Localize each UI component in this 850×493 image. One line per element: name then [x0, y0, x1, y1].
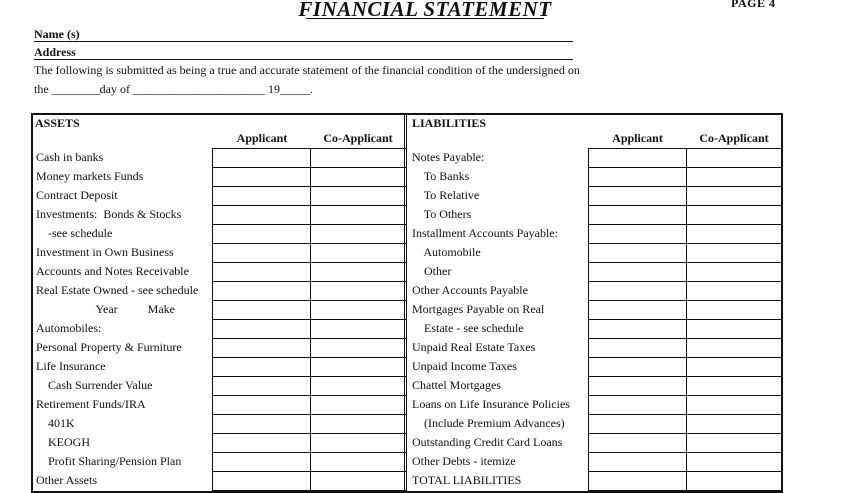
assets-applicant-header: Applicant — [236, 131, 288, 145]
liabilities-applicant-cell[interactable] — [588, 167, 687, 187]
liabilities-row-label: To Relative — [412, 188, 480, 202]
liabilities-coapplicant-cell[interactable] — [686, 357, 783, 377]
liabilities-coapplicant-cell[interactable] — [686, 167, 783, 187]
liabilities-coapplicant-cell[interactable] — [686, 243, 783, 263]
assets-row-label: Investment in Own Business — [36, 245, 174, 259]
assets-coapplicant-cell[interactable] — [310, 319, 407, 339]
name-label: Name (s) — [34, 27, 80, 41]
assets-row-label: KEOGH — [36, 435, 90, 449]
assets-row-label: Life Insurance — [36, 359, 106, 373]
assets-coapplicant-cell[interactable] — [310, 243, 407, 263]
assets-row-label: Cash in banks — [36, 150, 104, 164]
liabilities-applicant-cell[interactable] — [588, 471, 687, 491]
liabilities-applicant-cell[interactable] — [588, 452, 687, 472]
intro-text-line-1: The following is submitted as being a true and accurate statement of the financial condition of the undersigned on — [34, 63, 580, 77]
liabilities-row-label: TOTAL LIABILITIES — [412, 473, 522, 487]
assets-coapplicant-cell[interactable] — [310, 338, 407, 358]
assets-row-label: Cash Surrender Value — [36, 378, 153, 392]
liabilities-coapplicant-cell[interactable] — [686, 471, 783, 491]
liabilities-coapplicant-cell[interactable] — [686, 395, 783, 415]
assets-applicant-cell[interactable] — [212, 357, 311, 377]
assets-coapplicant-cell[interactable] — [310, 433, 407, 453]
liabilities-coapplicant-cell[interactable] — [686, 414, 783, 434]
assets-applicant-cell[interactable] — [212, 395, 311, 415]
assets-row-label: Accounts and Notes Receivable — [36, 264, 189, 278]
assets-applicant-cell[interactable] — [212, 452, 311, 472]
assets-coapplicant-cell[interactable] — [310, 224, 407, 244]
assets-coapplicant-cell[interactable] — [310, 148, 407, 168]
liabilities-row-label: Other Accounts Payable — [412, 283, 528, 297]
liabilities-applicant-cell[interactable] — [588, 300, 687, 320]
assets-applicant-cell[interactable] — [212, 300, 311, 320]
liabilities-coapplicant-cell[interactable] — [686, 262, 783, 282]
page-title: FINANCIAL STATEMENT — [298, 0, 552, 21]
assets-applicant-cell[interactable] — [212, 281, 311, 301]
liabilities-applicant-cell[interactable] — [588, 281, 687, 301]
assets-coapplicant-cell[interactable] — [310, 471, 407, 491]
assets-row-label: Personal Property & Furniture — [36, 340, 182, 354]
liabilities-coapplicant-cell[interactable] — [686, 319, 783, 339]
assets-coapplicant-cell[interactable] — [310, 357, 407, 377]
liabilities-coapplicant-cell[interactable] — [686, 205, 783, 225]
liabilities-applicant-cell[interactable] — [588, 338, 687, 358]
title-underline — [306, 18, 544, 19]
assets-row-label: Contract Deposit — [36, 188, 118, 202]
assets-row-label: -see schedule — [36, 226, 113, 240]
liabilities-coapplicant-cell[interactable] — [686, 433, 783, 453]
liabilities-applicant-cell[interactable] — [588, 243, 687, 263]
assets-row-label: Money markets Funds — [36, 169, 144, 183]
assets-applicant-cell[interactable] — [212, 262, 311, 282]
liabilities-row-label: Automobile — [412, 245, 481, 259]
assets-coapplicant-cell[interactable] — [310, 395, 407, 415]
liabilities-heading: LIABILITIES — [412, 116, 487, 130]
liabilities-row-label: Installment Accounts Payable: — [412, 226, 558, 240]
assets-applicant-cell[interactable] — [212, 319, 311, 339]
assets-coapplicant-header: Co-Applicant — [323, 131, 393, 145]
assets-applicant-cell[interactable] — [212, 205, 311, 225]
liabilities-applicant-cell[interactable] — [588, 205, 687, 225]
liabilities-applicant-cell[interactable] — [588, 224, 687, 244]
liabilities-row-label: Other Debts - itemize — [412, 454, 516, 468]
assets-row-label: Profit Sharing/Pension Plan — [36, 454, 182, 468]
assets-applicant-cell[interactable] — [212, 186, 311, 206]
assets-coapplicant-cell[interactable] — [310, 414, 407, 434]
assets-applicant-cell[interactable] — [212, 376, 311, 396]
assets-coapplicant-cell[interactable] — [310, 262, 407, 282]
liabilities-applicant-cell[interactable] — [588, 376, 687, 396]
liabilities-applicant-cell[interactable] — [588, 357, 687, 377]
address-label: Address — [34, 45, 76, 59]
liabilities-coapplicant-cell[interactable] — [686, 452, 783, 472]
assets-coapplicant-cell[interactable] — [310, 376, 407, 396]
liabilities-applicant-header: Applicant — [612, 131, 663, 145]
assets-applicant-cell[interactable] — [212, 167, 311, 187]
liabilities-coapplicant-cell[interactable] — [686, 338, 783, 358]
name-field[interactable] — [34, 41, 573, 42]
liabilities-applicant-cell[interactable] — [588, 186, 687, 206]
liabilities-coapplicant-cell[interactable] — [686, 281, 783, 301]
liabilities-row-label: To Banks — [412, 169, 470, 183]
liabilities-coapplicant-cell[interactable] — [686, 300, 783, 320]
assets-row-label: Investments: Bonds & Stocks — [36, 207, 182, 221]
assets-applicant-cell[interactable] — [212, 433, 311, 453]
liabilities-applicant-cell[interactable] — [588, 395, 687, 415]
intro-text-line-2: the ________day of ______________________ 19_____. — [34, 82, 313, 96]
liabilities-coapplicant-header: Co-Applicant — [699, 131, 769, 145]
liabilities-row-label: (Include Premium Advances) — [412, 416, 565, 430]
assets-coapplicant-cell[interactable] — [310, 186, 407, 206]
liabilities-applicant-cell[interactable] — [588, 433, 687, 453]
liabilities-applicant-cell[interactable] — [588, 319, 687, 339]
assets-heading: ASSETS — [35, 116, 80, 130]
assets-row-label: Automobiles: — [36, 321, 102, 335]
liabilities-coapplicant-cell[interactable] — [686, 376, 783, 396]
assets-coapplicant-cell[interactable] — [310, 452, 407, 472]
liabilities-applicant-cell[interactable] — [588, 262, 687, 282]
liabilities-row-label: Notes Payable: — [412, 150, 485, 164]
liabilities-row-label: Unpaid Income Taxes — [412, 359, 517, 373]
liabilities-row-label: Chattel Mortgages — [412, 378, 501, 392]
address-field[interactable] — [34, 59, 573, 60]
liabilities-row-label: Estate - see schedule — [412, 321, 524, 335]
assets-coapplicant-cell[interactable] — [310, 167, 407, 187]
liabilities-coapplicant-cell[interactable] — [686, 148, 783, 168]
assets-row-label: Year Make — [36, 302, 175, 316]
liabilities-applicant-cell[interactable] — [588, 148, 687, 168]
liabilities-row-label: Mortgages Payable on Real — [412, 302, 545, 316]
assets-applicant-cell[interactable] — [212, 338, 311, 358]
assets-applicant-cell[interactable] — [212, 471, 311, 491]
liabilities-coapplicant-cell[interactable] — [686, 224, 783, 244]
liabilities-row-label: Other — [412, 264, 452, 278]
liabilities-row-label: Outstanding Credit Card Loans — [412, 435, 563, 449]
page-number-label: PAGE 4 — [731, 0, 776, 10]
assets-coapplicant-cell[interactable] — [310, 300, 407, 320]
assets-coapplicant-cell[interactable] — [310, 281, 407, 301]
assets-applicant-cell[interactable] — [212, 414, 311, 434]
liabilities-row-label: Unpaid Real Estate Taxes — [412, 340, 536, 354]
assets-applicant-cell[interactable] — [212, 243, 311, 263]
assets-applicant-cell[interactable] — [212, 224, 311, 244]
assets-row-label: Retirement Funds/IRA — [36, 397, 146, 411]
assets-applicant-cell[interactable] — [212, 148, 311, 168]
assets-row-label: 401K — [36, 416, 75, 430]
liabilities-row-label: Loans on Life Insurance Policies — [412, 397, 570, 411]
liabilities-coapplicant-cell[interactable] — [686, 186, 783, 206]
assets-row-label: Other Assets — [36, 473, 97, 487]
assets-coapplicant-cell[interactable] — [310, 205, 407, 225]
liabilities-applicant-cell[interactable] — [588, 414, 687, 434]
assets-row-label: Real Estate Owned - see schedule — [36, 283, 199, 297]
liabilities-row-label: To Others — [412, 207, 472, 221]
